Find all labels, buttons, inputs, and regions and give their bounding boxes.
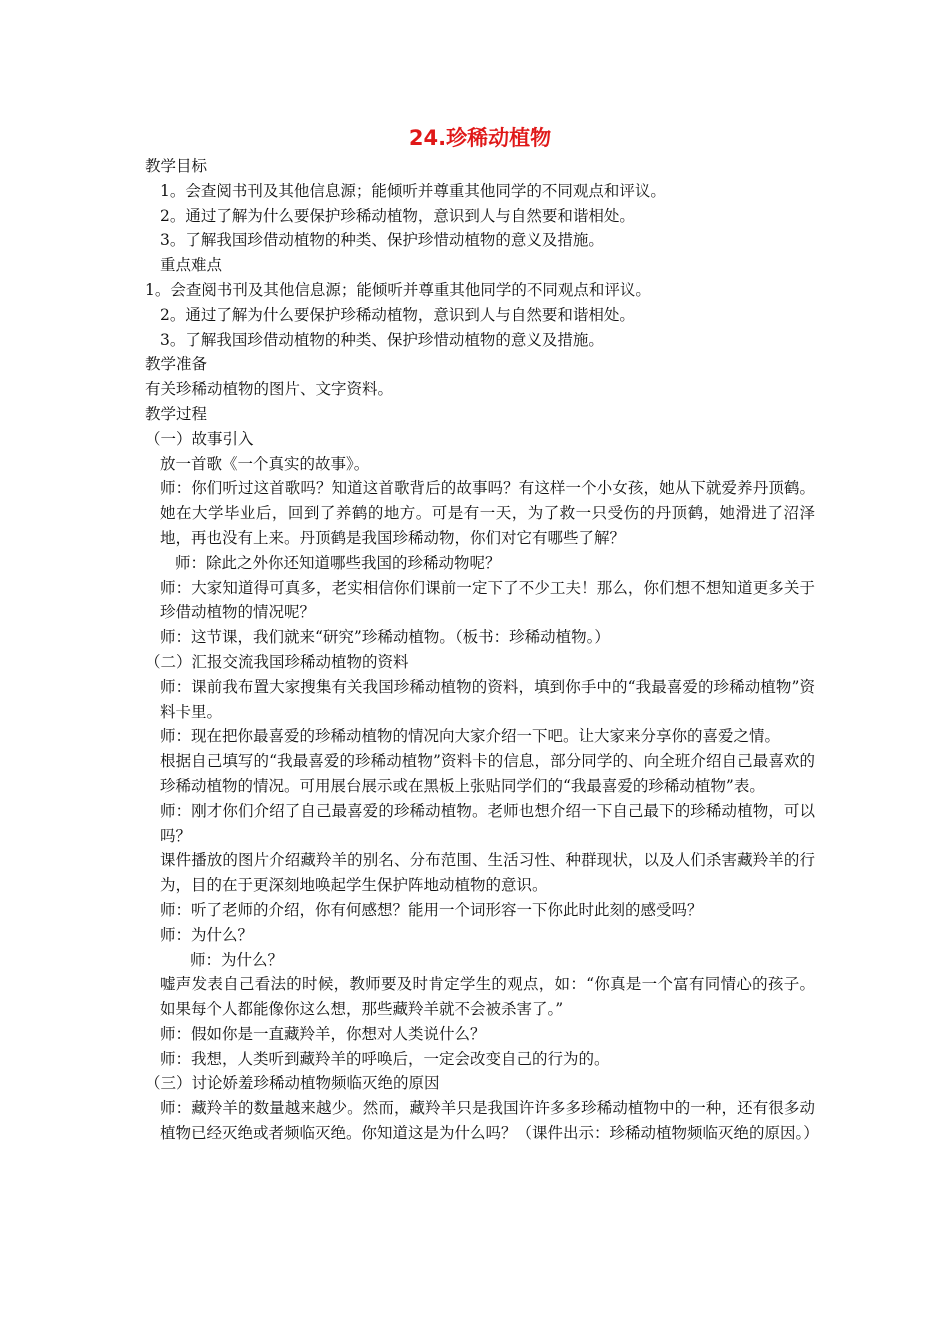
text-line: 师：我想，人类听到藏羚羊的呼唤后，一定会改变自己的行为的。 — [160, 1049, 610, 1068]
text-line: 2。通过了解为什么要保护珍稀动植物，意识到人与自然要和谐相处。 — [160, 305, 635, 324]
document-title: 24.珍稀动植物 — [408, 126, 552, 150]
document-body — [145, 154, 819, 1146]
text-line: 师：课前我布置大家搜集有关我国珍稀动植物的资料，填到你手中的“我最喜爱的珍稀动植物”资料卡里。 — [160, 677, 815, 721]
text-line: 教学过程 — [145, 404, 208, 423]
text-line: 师：除此之外你还知道哪些我国的珍稀动物呢？ — [175, 553, 501, 572]
text-line: （三）讨论娇羞珍稀动植物频临灭绝的原因 — [145, 1074, 440, 1093]
text-line: 1。会查阅书刊及其他信息源；能倾听并尊重其他同学的不同观点和评议。 — [160, 181, 666, 200]
text-line: 师：听了老师的介绍，你有何感想？能用一个词形容一下你此时此刻的感受吗？ — [160, 900, 703, 919]
text-line: 教学目标 — [145, 157, 208, 175]
text-line: 师：你们听过这首歌吗？知道这首歌背后的故事吗？有这样一个小女孩，她从下就爱养丹顶鹤。她在大学毕业后，回到了养鹤的地方。可是有一天，为了救一只受伤的丹顶鹤，她滑进了沼泽地，再也没有上来。丹顶鹤是我国珍稀动物，你们对它有哪些了解？ — [160, 479, 815, 547]
text-line: 师：假如你是一直藏羚羊，你想对人类说什么？ — [160, 1024, 486, 1043]
text-line: 3。了解我国珍借动植物的种类、保护珍惜动植物的意义及措施。 — [160, 330, 604, 349]
text-line: 有关珍稀动植物的图片、文字资料。 — [145, 380, 394, 399]
text-line: （一）故事引入 — [145, 429, 254, 448]
text-line: 课件播放的图片介绍藏羚羊的别名、分布范围、生活习性、种群现状，以及人们杀害藏羚羊的行为，目的在于更深刻地唤起学生保护阵地动植物的意识。 — [160, 851, 815, 895]
text-line: 师：现在把你最喜爱的珍稀动植物的情况向大家介绍一下吧。让大家来分享你的喜爱之情。 — [160, 727, 781, 746]
text-line: 教学准备 — [145, 355, 208, 374]
document-page — [145, 124, 819, 1146]
text-line: 师：为什么？ — [190, 950, 284, 969]
text-line: 师：藏羚羊的数量越来越少。然而，藏羚羊只是我国许许多多珍稀动植物中的一种，还有很多动植物已经灭绝或者频临灭绝。你知道这是为什么吗？（课件出示：珍稀动植物频临灭绝的原因。） — [160, 1099, 819, 1143]
text-line: 2。通过了解为什么要保护珍稀动植物，意识到人与自然要和谐相处。 — [160, 206, 635, 225]
text-line: 师：大家知道得可真多，老实相信你们课前一定下了不少工夫！那么，你们想不想知道更多关于珍借动植物的情况呢？ — [160, 578, 815, 622]
text-line: （二）汇报交流我国珍稀动植物的资料 — [145, 652, 409, 671]
text-line: 3。了解我国珍借动植物的种类、保护珍惜动植物的意义及措施。 — [160, 231, 604, 250]
text-line: 1。会查阅书刊及其他信息源；能倾听并尊重其他同学的不同观点和评议。 — [145, 280, 651, 299]
text-line: 师：刚才你们介绍了自己最喜爱的珍稀动植物。老师也想介绍一下自己最下的珍稀动植物，可以吗？ — [160, 801, 815, 845]
text-line: 师：为什么？ — [160, 925, 254, 944]
text-line: 根据自己填写的“我最喜爱的珍稀动植物”资料卡的信息，部分同学的、向全班介绍自己最喜欢的珍稀动植物的情况。可用展台展示或在黑板上张贴同学们的“我最喜爱的珍稀动植物”表。 — [160, 752, 815, 795]
text-line: 重点难点 — [160, 256, 223, 275]
text-line: 放一首歌《一个真实的故事》。 — [160, 454, 370, 473]
text-line: 嘘声发表自己看法的时候，教师要及时肯定学生的观点，如：“你真是一个富有同情心的孩子。如果每个人都能像你这么想，那些藏羚羊就不会被杀害了。” — [160, 975, 815, 1019]
text-line: 师：这节课，我们就来“研究”珍稀动植物。（板书：珍稀动植物。） — [160, 628, 610, 647]
